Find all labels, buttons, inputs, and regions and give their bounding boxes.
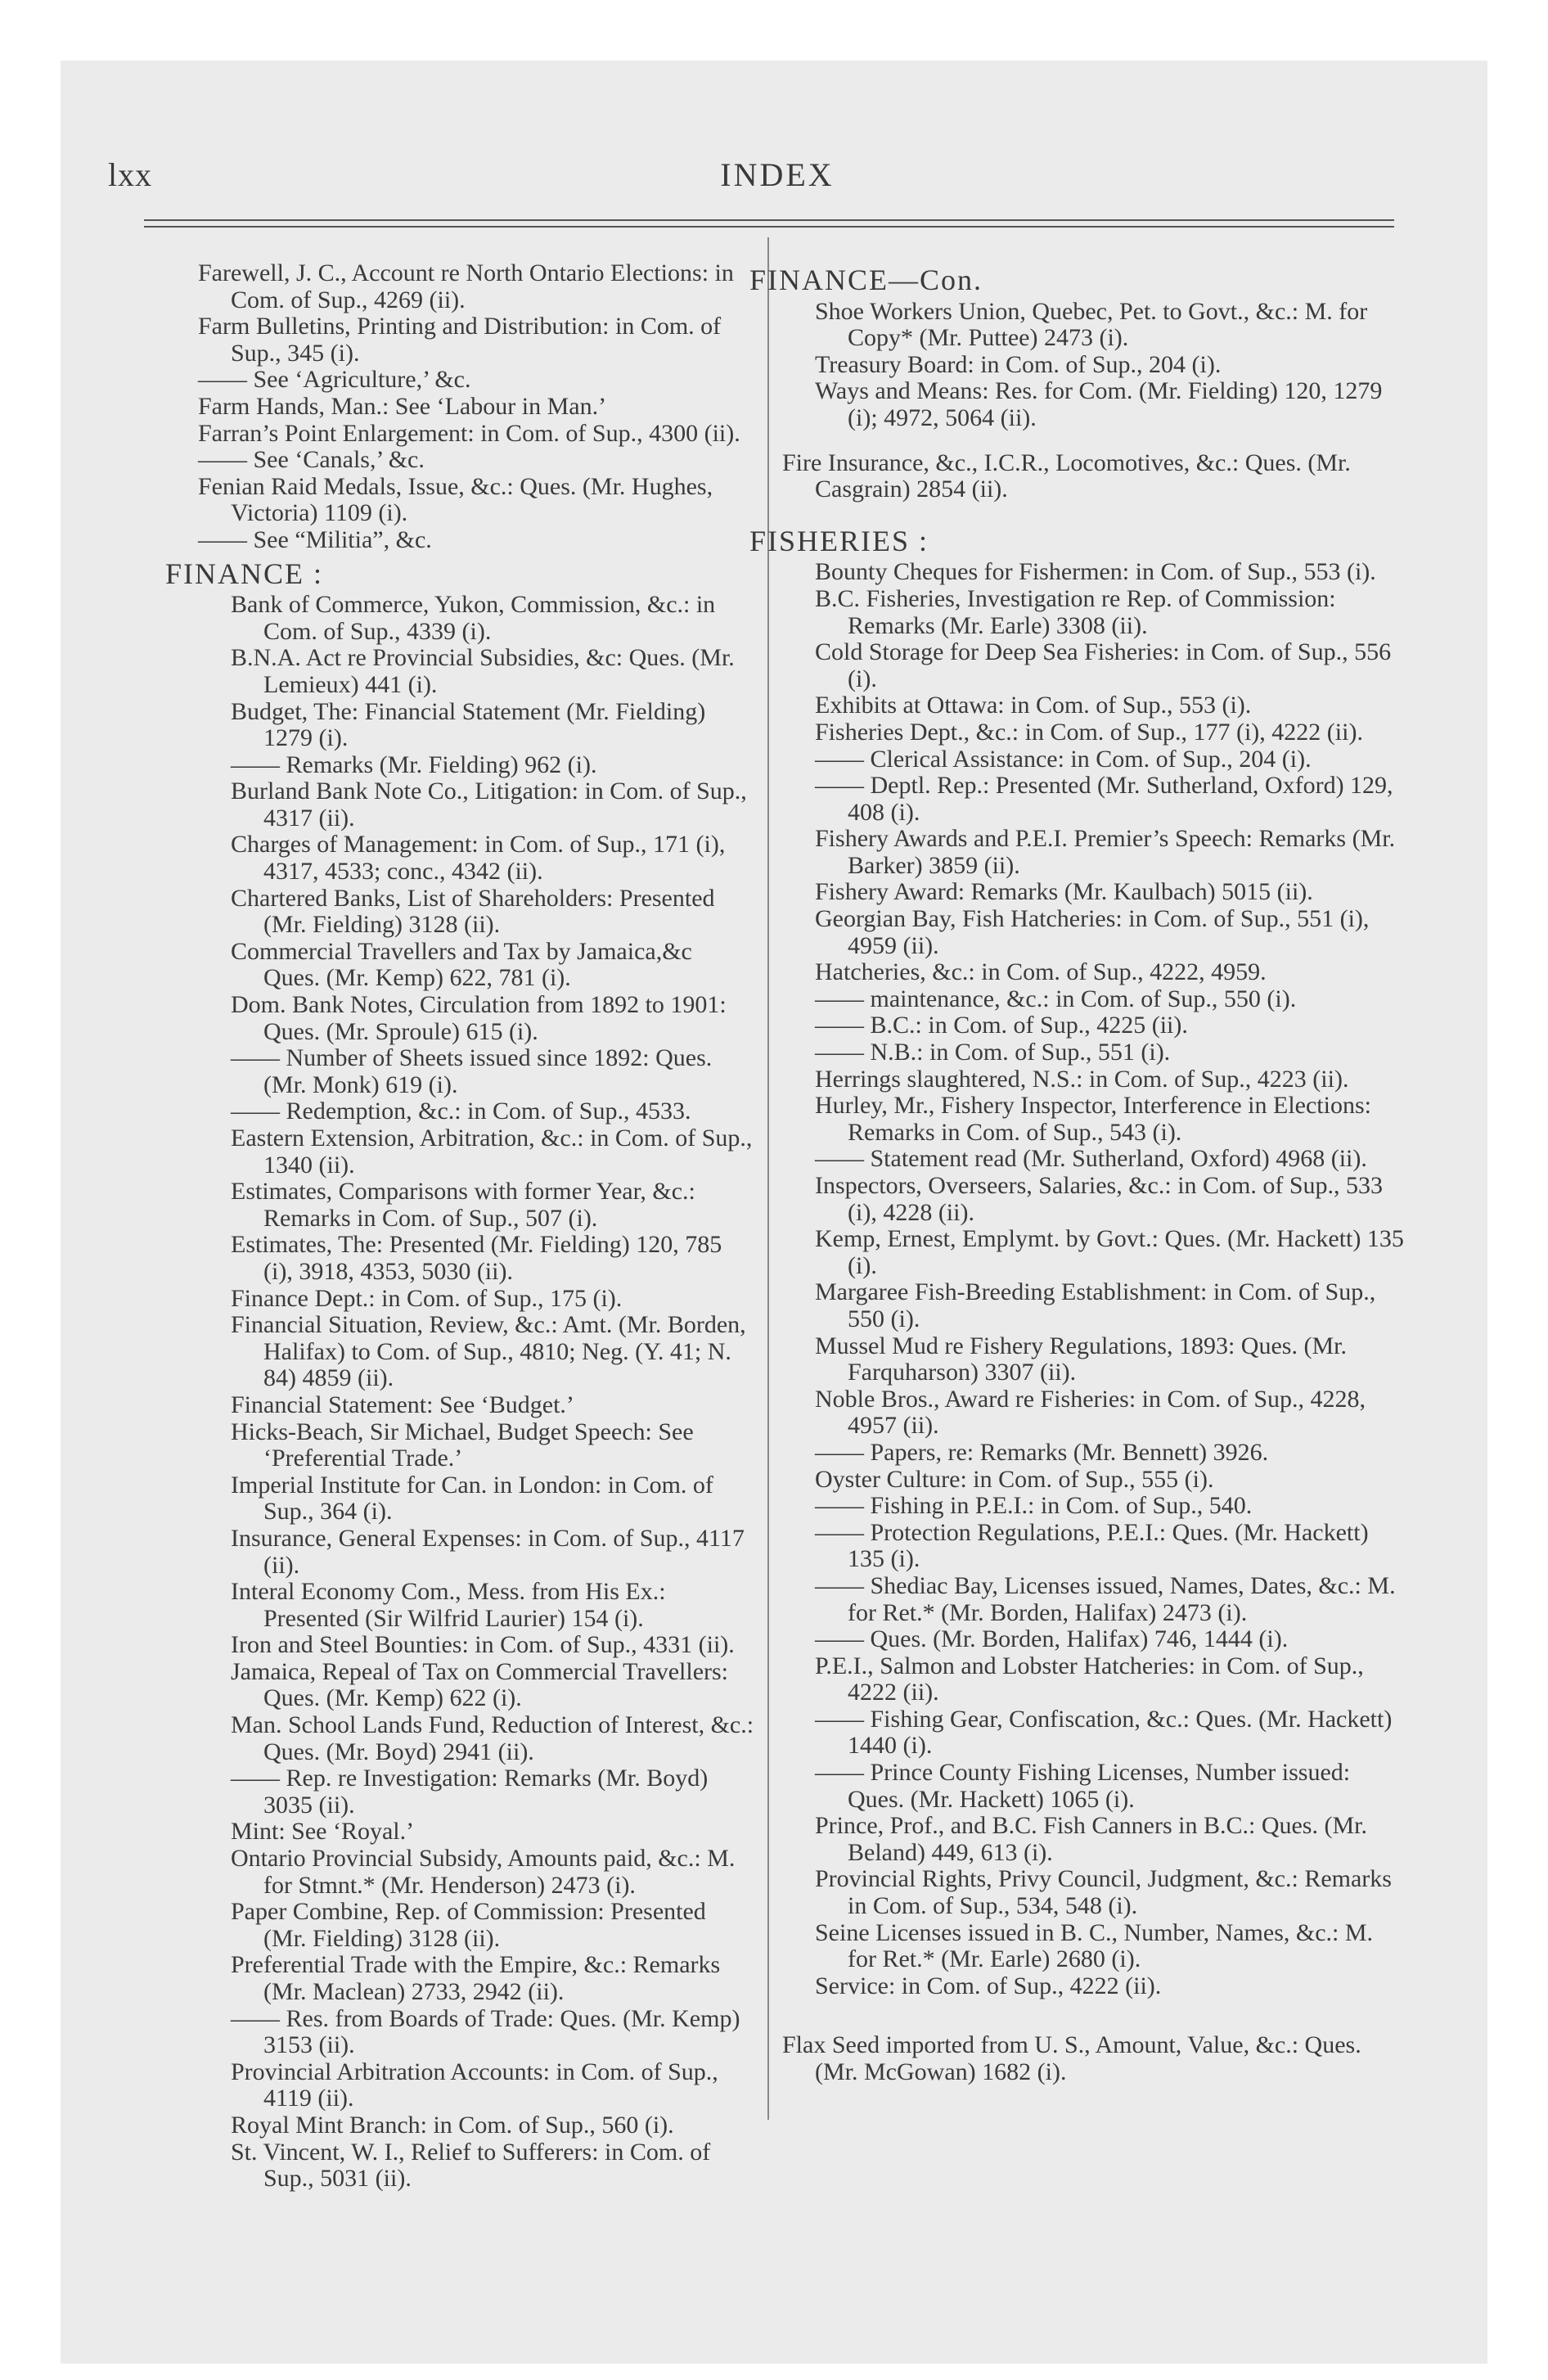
header-rule bbox=[144, 226, 1394, 228]
index-entry: Inspectors, Overseers, Salaries, &c.: in Com. of Sup., 533 (i), 4228 (ii). bbox=[815, 1172, 1384, 1226]
index-entry: Margaree Fish-Breeding Establishment: in Com. of Sup., 550 (i). bbox=[815, 1278, 1376, 1332]
index-entry: Royal Mint Branch: in Com. of Sup., 560 (i). bbox=[231, 2111, 674, 2139]
section-heading: FISHERIES : bbox=[749, 524, 929, 557]
index-entry: Bounty Cheques for Fishermen: in Com. of Sup., 553 (i). bbox=[815, 558, 1376, 586]
section-heading: FINANCE : bbox=[165, 557, 324, 590]
index-entry: —— See ‘Agriculture,’ &c. bbox=[198, 366, 471, 394]
index-entry: Bank of Commerce, Yukon, Commission, &c.: in Com. of Sup., 4339 (i). bbox=[231, 591, 716, 645]
index-entry: —— Fishing Gear, Confiscation, &c.: Ques. (Mr. Hackett) 1440 (i). bbox=[815, 1705, 1393, 1760]
index-entry: Financial Statement: See ‘Budget.’ bbox=[231, 1391, 574, 1418]
index-entry: Interal Economy Com., Mess. from His Ex.: Presented (Sir Wilfrid Laurier) 154 (i). bbox=[231, 1578, 666, 1632]
index-entry: Farewell, J. C., Account re North Ontario Elections: in Com. of Sup., 4269 (ii). bbox=[198, 259, 734, 313]
index-entry: Charges of Management: in Com. of Sup., 171 (i), 4317, 4533; conc., 4342 (ii). bbox=[231, 831, 726, 886]
index-entry: Provincial Arbitration Accounts: in Com. of Sup., 4119 (ii). bbox=[231, 2058, 718, 2112]
index-entry: Farm Bulletins, Printing and Distribution: in Com. of Sup., 345 (i). bbox=[198, 313, 722, 367]
index-entry: —— See ‘Canals,’ &c. bbox=[198, 446, 425, 474]
index-entry: —— Clerical Assistance: in Com. of Sup., 204 (i). bbox=[815, 745, 1312, 773]
index-entry: Flax Seed imported from U. S., Amount, Value, &c.: Ques. (Mr. McGowan) 1682 (i). bbox=[782, 2031, 1361, 2085]
index-entry: —— Res. from Boards of Trade: Ques. (Mr. Kemp) 3153 (ii). bbox=[231, 2004, 740, 2059]
index-entry: Mint: See ‘Royal.’ bbox=[231, 1818, 415, 1846]
header-rule bbox=[144, 219, 1394, 221]
index-entry: Imperial Institute for Can. in London: in Com. of Sup., 364 (i). bbox=[231, 1471, 713, 1526]
right-column bbox=[749, 260, 1404, 2086]
index-entry: Eastern Extension, Arbitration, &c.: in Com. of Sup., 1340 (ii). bbox=[231, 1125, 753, 1179]
index-entry: Estimates, The: Presented (Mr. Fielding) 120, 785 (i), 3918, 4353, 5030 (ii). bbox=[231, 1231, 722, 1285]
index-entry: Treasury Board: in Com. of Sup., 204 (i). bbox=[815, 350, 1222, 378]
index-entry: Noble Bros., Award re Fisheries: in Com. of Sup., 4228, 4957 (ii). bbox=[815, 1385, 1366, 1440]
index-entry: B.C. Fisheries, Investigation re Rep. of Commission: Remarks (Mr. Earle) 3308 (ii). bbox=[815, 584, 1336, 639]
index-entry: Seine Licenses issued in B. C., Number, Names, &c.: M. for Ret.* (Mr. Earle) 2680 (i). bbox=[815, 1918, 1374, 1973]
index-entry: —— Papers, re: Remarks (Mr. Bennett) 3926. bbox=[815, 1438, 1269, 1466]
index-entry: Chartered Banks, List of Shareholders: Presented (Mr. Fielding) 3128 (ii). bbox=[231, 884, 715, 939]
index-entry: Provincial Rights, Privy Council, Judgment, &c.: Remarks in Com. of Sup., 534, 548 (i). bbox=[815, 1865, 1392, 1920]
index-entry: —— Number of Sheets issued since 1892: Ques. (Mr. Monk) 619 (i). bbox=[231, 1044, 713, 1098]
index-entry: Burland Bank Note Co., Litigation: in Com. of Sup., 4317 (ii). bbox=[231, 778, 747, 832]
index-entry: Estimates, Comparisons with former Year, &c.: Remarks in Com. of Sup., 507 (i). bbox=[231, 1178, 695, 1232]
index-entry: Fishery Awards and P.E.I. Premier’s Speech: Remarks (Mr. Barker) 3859 (ii). bbox=[815, 825, 1396, 879]
section-heading: FINANCE—Con. bbox=[749, 264, 983, 296]
left-column bbox=[165, 259, 754, 2193]
index-entry: Hurley, Mr., Fishery Inspector, Interference in Elections: Remarks in Com. of Sup., 543 (i). bbox=[815, 1092, 1371, 1146]
index-entry: Ontario Provincial Subsidy, Amounts paid, &c.: M. for Stmnt.* (Mr. Henderson) 2473 (i). bbox=[231, 1845, 736, 1899]
index-entry: Insurance, General Expenses: in Com. of Sup., 4117 (ii). bbox=[231, 1524, 745, 1579]
index-entry: Fenian Raid Medals, Issue, &c.: Ques. (Mr. Hughes, Victoria) 1109 (i). bbox=[198, 472, 713, 527]
index-entry: —— Shediac Bay, Licenses issued, Names, Dates, &c.: M. for Ret.* (Mr. Borden, Halifax) 2473 (i). bbox=[815, 1571, 1396, 1626]
index-entry: P.E.I., Salmon and Lobster Hatcheries: in Com. of Sup., 4222 (ii). bbox=[815, 1652, 1364, 1706]
index-entry: Commercial Travellers and Tax by Jamaica,&c Ques. (Mr. Kemp) 622, 781 (i). bbox=[231, 937, 692, 992]
index-entry: —— Rep. re Investigation: Remarks (Mr. Boyd) 3035 (ii). bbox=[231, 1765, 709, 1819]
index-entry: Oyster Culture: in Com. of Sup., 555 (i). bbox=[815, 1465, 1214, 1493]
index-entry: Cold Storage for Deep Sea Fisheries: in Com. of Sup., 556 (i). bbox=[815, 638, 1392, 692]
spacer bbox=[782, 1999, 1404, 2032]
index-entry: —— Remarks (Mr. Fielding) 962 (i). bbox=[231, 751, 597, 778]
index-entry: —— Fishing in P.E.I.: in Com. of Sup., 540. bbox=[815, 1492, 1253, 1520]
spacer bbox=[782, 432, 1404, 450]
index-entry: —— Prince County Fishing Licenses, Number issued: Ques. (Mr. Hackett) 1065 (i). bbox=[815, 1759, 1351, 1813]
index-entry: Ways and Means: Res. for Com. (Mr. Fielding) 120, 1279 (i); 4972, 5064 (ii). bbox=[815, 377, 1383, 431]
index-entry: Prince, Prof., and B.C. Fish Canners in B.C.: Ques. (Mr. Beland) 449, 613 (i). bbox=[815, 1812, 1367, 1866]
index-entry: —— Protection Regulations, P.E.I.: Ques. (Mr. Hackett) 135 (i). bbox=[815, 1518, 1369, 1573]
index-entry: Georgian Bay, Fish Hatcheries: in Com. of Sup., 551 (i), 4959 (ii). bbox=[815, 905, 1370, 959]
index-entry: Hatcheries, &c.: in Com. of Sup., 4222, 4959. bbox=[815, 958, 1267, 986]
index-entry: Service: in Com. of Sup., 4222 (ii). bbox=[815, 1972, 1162, 1999]
index-entry: —— Deptl. Rep.: Presented (Mr. Sutherland, Oxford) 129, 408 (i). bbox=[815, 772, 1393, 826]
running-head: INDEX bbox=[720, 156, 835, 193]
index-entry: St. Vincent, W. I., Relief to Sufferers: in Com. of Sup., 5031 (ii). bbox=[231, 2138, 711, 2193]
index-entry: —— B.C.: in Com. of Sup., 4225 (ii). bbox=[815, 1012, 1188, 1039]
index-entry: Dom. Bank Notes, Circulation from 1892 to 1901: Ques. (Mr. Sproule) 615 (i). bbox=[231, 991, 727, 1045]
index-entry: Man. School Lands Fund, Reduction of Interest, &c.: Ques. (Mr. Boyd) 2941 (ii). bbox=[231, 1711, 754, 1765]
page-number: lxx bbox=[108, 156, 153, 193]
index-entry: Fire Insurance, &c., I.C.R., Locomotives, &c.: Ques. (Mr. Casgrain) 2854 (ii). bbox=[782, 449, 1351, 503]
index-entry: B.N.A. Act re Provincial Subsidies, &c: Ques. (Mr. Lemieux) 441 (i). bbox=[231, 644, 735, 698]
index-entry: Financial Situation, Review, &c.: Amt. (Mr. Borden, Halifax) to Com. of Sup., 4810; Neg. (Y. 41; N. 84) 4859 (ii). bbox=[231, 1311, 746, 1392]
index-entry: —— Ques. (Mr. Borden, Halifax) 746, 1444 (i). bbox=[815, 1625, 1289, 1653]
index-entry: Iron and Steel Bounties: in Com. of Sup., 4331 (ii). bbox=[231, 1631, 735, 1659]
index-entry: Mussel Mud re Fishery Regulations, 1893: Ques. (Mr. Farquharson) 3307 (ii). bbox=[815, 1332, 1347, 1386]
index-entry: —— Statement read (Mr. Sutherland, Oxford) 4968 (ii). bbox=[815, 1145, 1367, 1173]
index-entry: Fishery Award: Remarks (Mr. Kaulbach) 5015 (ii). bbox=[815, 878, 1313, 906]
spacer bbox=[782, 503, 1404, 521]
index-entry: Herrings slaughtered, N.S.: in Com. of Sup., 4223 (ii). bbox=[815, 1065, 1349, 1093]
index-entry: Shoe Workers Union, Quebec, Pet. to Govt., &c.: M. for Copy* (Mr. Puttee) 2473 (i). bbox=[815, 297, 1368, 352]
index-entry: —— See “Militia”, &c. bbox=[198, 525, 432, 553]
index-entry: Farm Hands, Man.: See ‘Labour in Man.’ bbox=[198, 392, 607, 420]
index-entry: Kemp, Ernest, Emplymt. by Govt.: Ques. (Mr. Hackett) 135 (i). bbox=[815, 1225, 1404, 1279]
index-entry: Farran’s Point Enlargement: in Com. of Sup., 4300 (ii). bbox=[198, 419, 740, 447]
column-divider bbox=[767, 237, 769, 2120]
index-entry: Hicks-Beach, Sir Michael, Budget Speech: See ‘Preferential Trade.’ bbox=[231, 1418, 694, 1472]
index-entry: —— maintenance, &c.: in Com. of Sup., 550 (i). bbox=[815, 985, 1297, 1012]
index-entry: Paper Combine, Rep. of Commission: Presented (Mr. Fielding) 3128 (ii). bbox=[231, 1898, 706, 1952]
index-entry: Budget, The: Financial Statement (Mr. Fielding) 1279 (i). bbox=[231, 697, 706, 752]
index-entry: —— Redemption, &c.: in Com. of Sup., 4533. bbox=[231, 1098, 691, 1125]
index-entry: —— N.B.: in Com. of Sup., 551 (i). bbox=[815, 1039, 1171, 1066]
index-entry: Fisheries Dept., &c.: in Com. of Sup., 177 (i), 4222 (ii). bbox=[815, 718, 1363, 746]
index-entry: Jamaica, Repeal of Tax on Commercial Travellers: Ques. (Mr. Kemp) 622 (i). bbox=[231, 1657, 729, 1712]
index-entry: Finance Dept.: in Com. of Sup., 175 (i). bbox=[231, 1284, 623, 1312]
index-entry: Preferential Trade with the Empire, &c.: Remarks (Mr. Maclean) 2733, 2942 (ii). bbox=[231, 1951, 721, 2005]
index-entry: Exhibits at Ottawa: in Com. of Sup., 553 (i). bbox=[815, 692, 1252, 719]
